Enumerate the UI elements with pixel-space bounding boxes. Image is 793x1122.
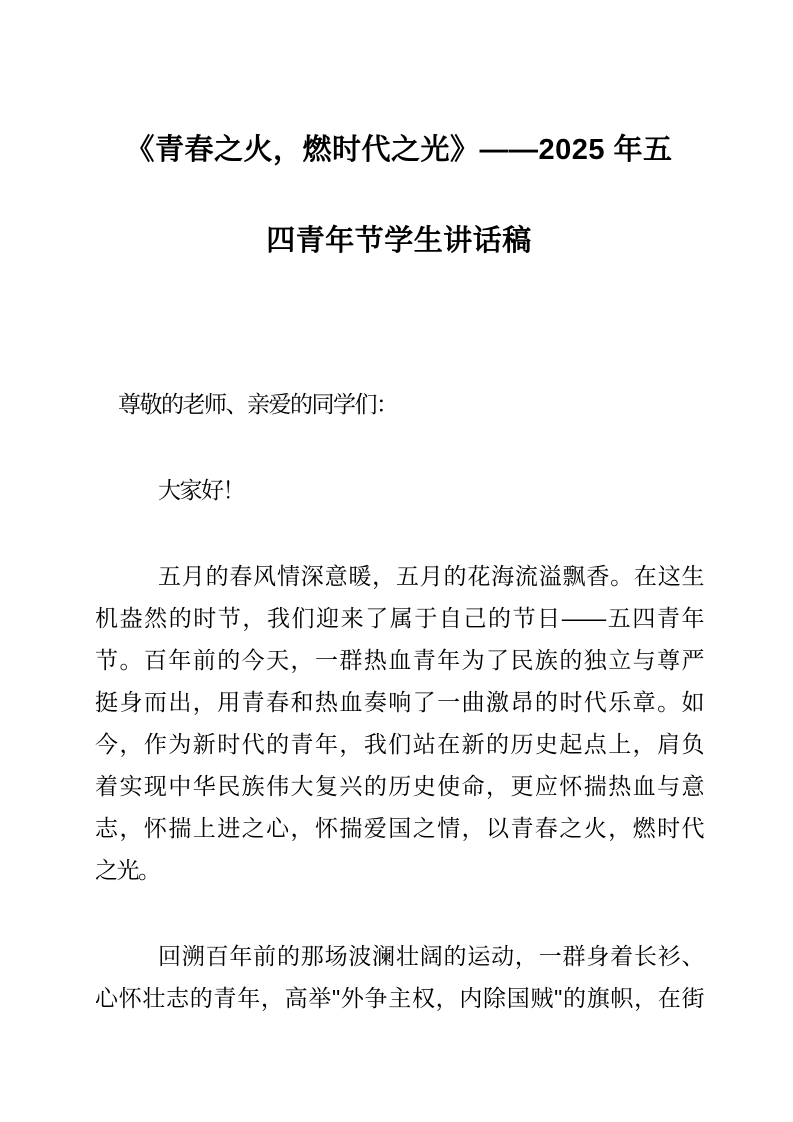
title-line-1: 《青春之火，燃时代之光》——2025 年五 (125, 134, 673, 166)
text-line: 机盎然的时节，我们迎来了属于自己的节日——五四青年 (95, 605, 703, 631)
text-line: 着实现中华民族伟大复兴的历史使命，更应怀揣热血与意 (95, 773, 703, 799)
text-line: 挺身而出，用青春和热血奏响了一曲激昂的时代乐章。如 (95, 689, 703, 715)
paragraph-greeting (95, 469, 703, 511)
document-body (95, 383, 703, 1019)
paragraph-body (95, 555, 703, 891)
text-line: 回溯百年前的那场波澜壮阔的运动，一群身着长衫、 (158, 943, 703, 969)
paragraph-salutation (95, 383, 703, 425)
paragraph-body (95, 935, 703, 1019)
text-line: 志，怀揣上进之心，怀揣爱国之情，以青春之火，燃时代 (95, 815, 703, 841)
text-line: 今，作为新时代的青年，我们站在新的历史起点上，肩负 (95, 731, 703, 757)
text-line: 五月的春风情深意暖，五月的花海流溢飘香。在这生 (158, 563, 703, 589)
text-line: 尊敬的老师、亲爱的同学们： (118, 391, 398, 417)
text-line: 大家好！ (158, 477, 244, 503)
document-title (95, 105, 703, 287)
text-line: 心怀壮志的青年，高举"外争主权，内除国贼"的旗帜，在街 (95, 985, 703, 1011)
text-line: 之光。 (95, 857, 160, 883)
title-line-2: 四青年节学生讲话稿 (266, 225, 532, 257)
text-line: 节。百年前的今天，一群热血青年为了民族的独立与尊严 (95, 647, 703, 673)
